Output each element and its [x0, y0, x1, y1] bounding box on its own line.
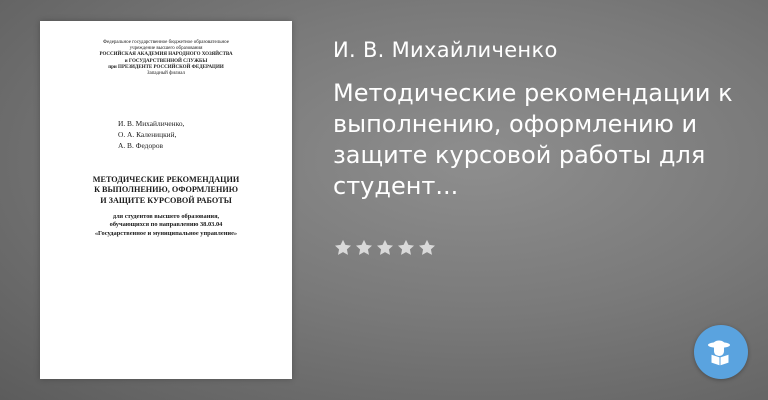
cover-title: [48, 175, 284, 206]
cover-author: О. А. Каленицкий,: [118, 130, 177, 139]
cover-subtitle-line: для студентов высшего образования,: [112, 213, 220, 220]
cover-subtitle: [48, 213, 284, 238]
cover-institution: [50, 40, 282, 77]
cover-title-line: МЕТОДИЧЕСКИЕ РЕКОМЕНДАЦИИ: [92, 175, 240, 184]
star-icon[interactable]: [396, 238, 416, 258]
star-icon[interactable]: [354, 238, 374, 258]
star-icon[interactable]: [333, 238, 353, 258]
cover-author: А. В. Федоров: [118, 141, 164, 150]
author-name[interactable]: И. В. Михайличенко: [333, 38, 558, 62]
star-icon[interactable]: [375, 238, 395, 258]
app-badge[interactable]: [694, 325, 748, 379]
cover-institution-line: и ГОСУДАРСТВЕННОЙ СЛУЖБЫ: [124, 58, 208, 64]
cover-subtitle-line: «Государственное и муниципальное управление»: [94, 229, 238, 237]
cover-authors: [118, 118, 184, 151]
cover-title-line: И ЗАЩИТЕ КУРСОВОЙ РАБОТЫ: [100, 195, 232, 205]
rating-stars[interactable]: [333, 238, 437, 258]
cover-subtitle-line: обучающихся по направлению 38.03.04: [109, 221, 223, 229]
cover-institution-line: Западный филиал: [147, 71, 185, 77]
book-title[interactable]: Методические рекомендации к выполнению, оформлению и защите курсовой работы для студент...: [333, 79, 733, 200]
cover-institution-line: Федеральное государственное бюджетное образовательное: [103, 40, 229, 45]
reader-with-hat-icon: [703, 334, 739, 370]
star-icon[interactable]: [417, 238, 437, 258]
cover-author: И. В. Михайличенко,: [118, 119, 185, 128]
cover-title-line: К ВЫПОЛНЕНИЮ, ОФОРМЛЕНИЮ: [94, 185, 238, 195]
cover-institution-line: учреждение высшего образования: [129, 46, 203, 52]
cover-institution-line: при ПРЕЗИДЕНТЕ РОССИЙСКОЙ ФЕДЕРАЦИИ: [108, 64, 224, 70]
book-cover[interactable]: [40, 21, 292, 379]
cover-institution-line: РОССИЙСКАЯ АКАДЕМИЯ НАРОДНОГО ХОЗЯЙСТВА: [99, 52, 233, 58]
